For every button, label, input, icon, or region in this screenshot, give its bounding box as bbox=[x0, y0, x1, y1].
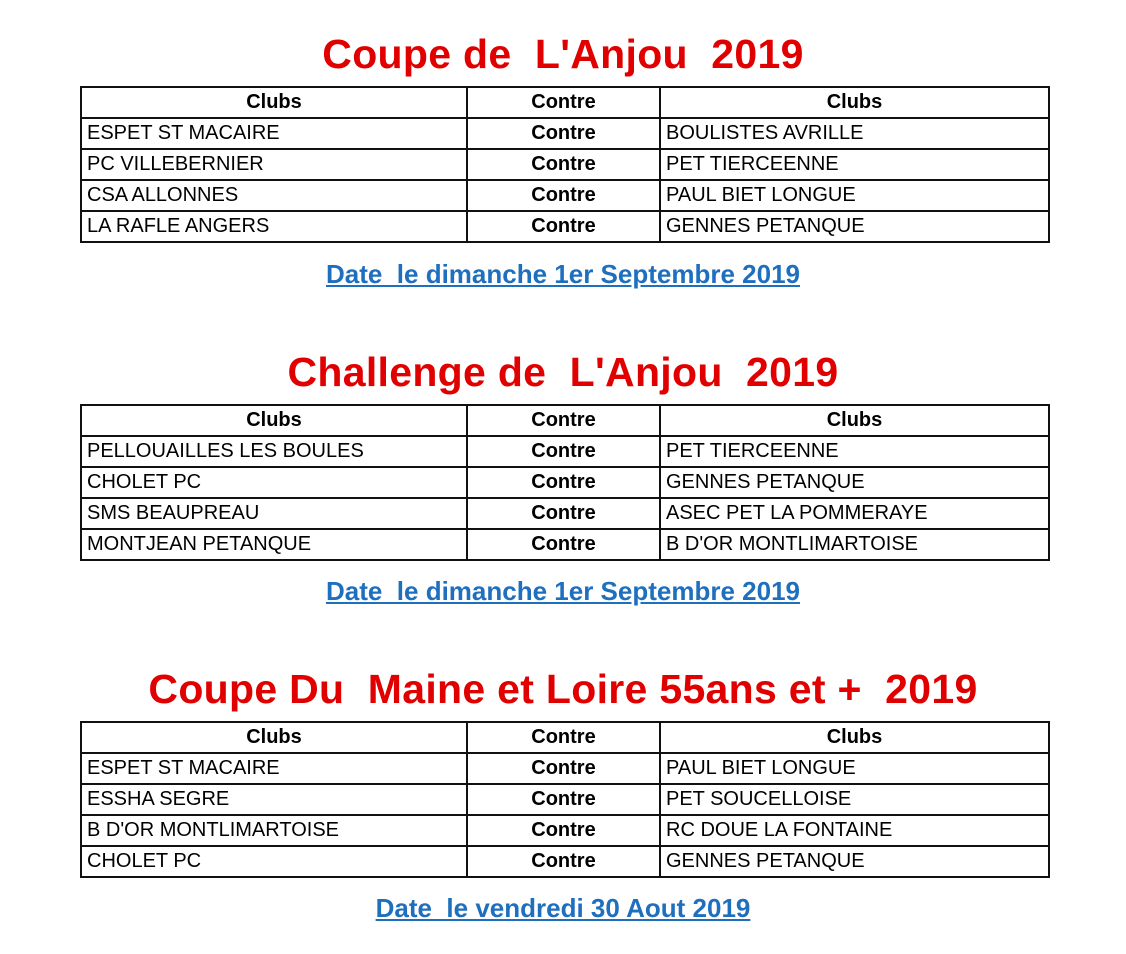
date-link-coupe-anjou[interactable]: Date le dimanche 1er Septembre 2019 bbox=[325, 259, 800, 289]
away-club: ASEC PET LA POMMERAYE bbox=[660, 498, 1049, 529]
header-clubs-home: Clubs bbox=[81, 405, 467, 436]
away-club: GENNES PETANQUE bbox=[660, 211, 1049, 242]
table-row bbox=[81, 846, 1049, 877]
versus-label: Contre bbox=[467, 753, 660, 784]
home-club: PC VILLEBERNIER bbox=[81, 149, 467, 180]
home-club: CHOLET PC bbox=[81, 846, 467, 877]
header-clubs-home: Clubs bbox=[81, 722, 467, 753]
fixtures-table-coupe-anjou bbox=[80, 86, 1050, 243]
home-club: ESSHA SEGRE bbox=[81, 784, 467, 815]
away-club: PET TIERCEENNE bbox=[660, 436, 1049, 467]
home-club: LA RAFLE ANGERS bbox=[81, 211, 467, 242]
home-club: ESPET ST MACAIRE bbox=[81, 118, 467, 149]
away-club: PET SOUCELLOISE bbox=[660, 784, 1049, 815]
fixtures-table-challenge-anjou bbox=[80, 404, 1050, 561]
home-club: PELLOUAILLES LES BOULES bbox=[81, 436, 467, 467]
versus-label: Contre bbox=[467, 180, 660, 211]
away-club: GENNES PETANQUE bbox=[660, 846, 1049, 877]
home-club: SMS BEAUPREAU bbox=[81, 498, 467, 529]
header-clubs-home: Clubs bbox=[81, 87, 467, 118]
home-club: CSA ALLONNES bbox=[81, 180, 467, 211]
section-title-challenge-anjou: Challenge de L'Anjou 2019 bbox=[287, 349, 839, 395]
versus-label: Contre bbox=[467, 846, 660, 877]
header-contre: Contre bbox=[467, 87, 660, 118]
table-row bbox=[81, 436, 1049, 467]
table-row bbox=[81, 118, 1049, 149]
table-header-row bbox=[81, 722, 1049, 753]
section-title-coupe-maine-loire: Coupe Du Maine et Loire 55ans et + 2019 bbox=[148, 666, 978, 712]
header-clubs-away: Clubs bbox=[660, 405, 1049, 436]
date-link-coupe-maine-loire[interactable]: Date le vendredi 30 Aout 2019 bbox=[375, 893, 751, 923]
section-title-coupe-anjou: Coupe de L'Anjou 2019 bbox=[322, 31, 804, 77]
table-row bbox=[81, 467, 1049, 498]
header-contre: Contre bbox=[467, 722, 660, 753]
table-row bbox=[81, 815, 1049, 846]
versus-label: Contre bbox=[467, 815, 660, 846]
header-clubs-away: Clubs bbox=[660, 87, 1049, 118]
table-row bbox=[81, 149, 1049, 180]
table-row bbox=[81, 498, 1049, 529]
table-row bbox=[81, 180, 1049, 211]
date-link-challenge-anjou[interactable]: Date le dimanche 1er Septembre 2019 bbox=[325, 576, 800, 606]
away-club: GENNES PETANQUE bbox=[660, 467, 1049, 498]
table-row bbox=[81, 529, 1049, 560]
away-club: PAUL BIET LONGUE bbox=[660, 180, 1049, 211]
table-row bbox=[81, 753, 1049, 784]
versus-label: Contre bbox=[467, 467, 660, 498]
table-row bbox=[81, 211, 1049, 242]
header-clubs-away: Clubs bbox=[660, 722, 1049, 753]
header-contre: Contre bbox=[467, 405, 660, 436]
away-club: BOULISTES AVRILLE bbox=[660, 118, 1049, 149]
versus-label: Contre bbox=[467, 211, 660, 242]
table-header-row bbox=[81, 87, 1049, 118]
home-club: CHOLET PC bbox=[81, 467, 467, 498]
away-club: PET TIERCEENNE bbox=[660, 149, 1049, 180]
versus-label: Contre bbox=[467, 529, 660, 560]
home-club: ESPET ST MACAIRE bbox=[81, 753, 467, 784]
versus-label: Contre bbox=[467, 118, 660, 149]
versus-label: Contre bbox=[467, 784, 660, 815]
home-club: MONTJEAN PETANQUE bbox=[81, 529, 467, 560]
away-club: PAUL BIET LONGUE bbox=[660, 753, 1049, 784]
table-row bbox=[81, 784, 1049, 815]
table-header-row bbox=[81, 405, 1049, 436]
home-club: B D'OR MONTLIMARTOISE bbox=[81, 815, 467, 846]
versus-label: Contre bbox=[467, 436, 660, 467]
fixtures-table-coupe-maine-loire bbox=[80, 721, 1050, 878]
versus-label: Contre bbox=[467, 149, 660, 180]
versus-label: Contre bbox=[467, 498, 660, 529]
away-club: B D'OR MONTLIMARTOISE bbox=[660, 529, 1049, 560]
away-club: RC DOUE LA FONTAINE bbox=[660, 815, 1049, 846]
